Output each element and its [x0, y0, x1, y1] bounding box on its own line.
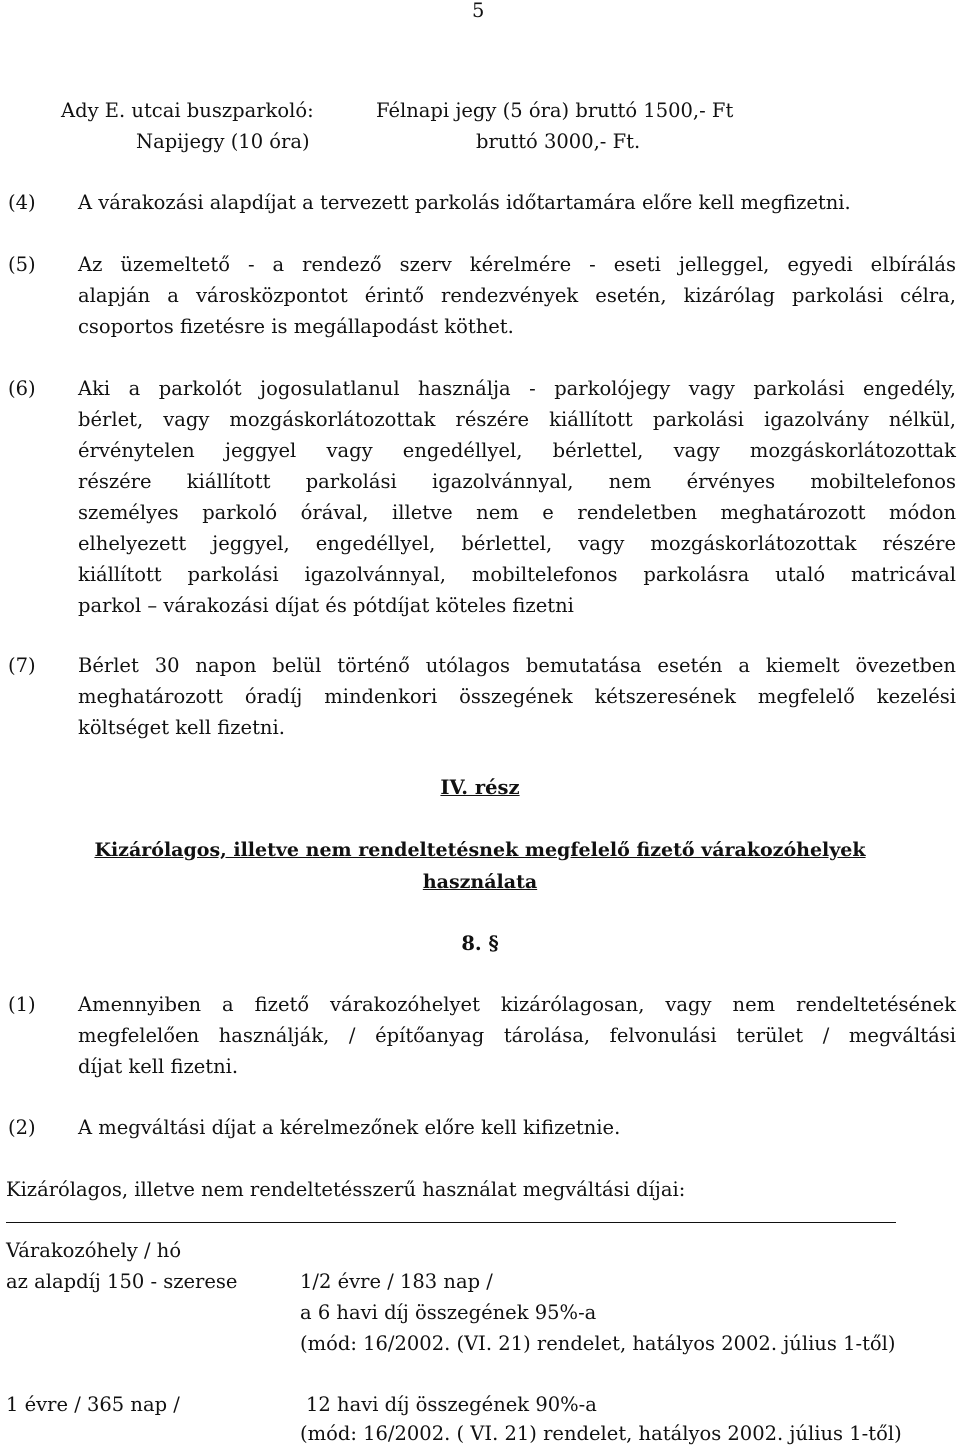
paragraph-line: részére kiállított parkolási igazolvánnyal, nem érvényes mobiltelefonos	[78, 470, 956, 493]
section-heading-line: használata	[422, 871, 538, 893]
fees-row1-line: (mód: 16/2002. (VI. 21) rendelet, hatályos 2002. július 1-től)	[300, 1332, 896, 1355]
section-number-text: 8. §	[461, 932, 499, 955]
paragraph-line: díjat kell fizetni.	[78, 1055, 239, 1078]
paragraph-line: meghatározott óradíj mindenkori összegének kétszeresének megfelelő kezelési	[78, 685, 956, 708]
price-day-label: Napijegy (10 óra)	[136, 130, 310, 153]
paragraph-line: Bérlet 30 napon belül történő utólagos bemutatása esetén a kiemelt övezetben	[78, 654, 956, 677]
section-heading-line: Kizárólagos, illetve nem rendeltetésnek megfelelő fizető várakozóhelyek	[94, 839, 866, 861]
paragraph-line: személyes parkoló órával, illetve nem e rendeletben meghatározott módon	[78, 501, 956, 524]
paragraph-4	[8, 187, 956, 218]
paragraph-line: Amennyiben a fizető várakozóhelyet kizárólagosan, vagy nem rendeltetésének	[78, 993, 956, 1016]
paragraph-line: megfelelően használják, / építőanyag tárolása, felvonulási terület / megváltási	[78, 1024, 956, 1047]
paragraph-line: költséget kell fizetni.	[78, 716, 285, 739]
paragraph-line: A várakozási alapdíjat a tervezett parkolás időtartamára előre kell megfizetni.	[78, 191, 851, 214]
fees-row2-line: (mód: 16/2002. ( VI. 21) rendelet, hatályos 2002. július 1-től)	[300, 1422, 902, 1445]
fees-row1-line: 1/2 évre / 183 nap /	[300, 1270, 493, 1293]
paragraph-7	[8, 650, 956, 743]
part-title	[0, 772, 960, 804]
paragraph-line: érvénytelen jeggyel vagy engedéllyel, bérlettel, vagy mozgáskorlátozottak	[78, 439, 956, 462]
paragraph-number: (6)	[8, 377, 36, 400]
fees-heading: Kizárólagos, illetve nem rendeltetésszerű használat megváltási díjai:	[6, 1178, 686, 1201]
paragraph-line: elhelyezett jeggyel, engedéllyel, bérlettel, vagy mozgáskorlátozottak részére	[78, 532, 956, 555]
fees-row2-left: 1 évre / 365 nap /	[6, 1393, 180, 1416]
horizontal-rule	[6, 1222, 896, 1223]
paragraph-8-2	[8, 1112, 956, 1143]
paragraph-6	[8, 373, 956, 621]
paragraph-number: (4)	[8, 191, 36, 214]
paragraph-line: Aki a parkolót jogosulatlanul használja - parkolójegy vagy parkolási engedély,	[78, 377, 956, 400]
page-number: 5	[472, 0, 485, 22]
paragraph-number: (5)	[8, 253, 36, 276]
paragraph-line: kiállított parkolási igazolvánnyal, mobiltelefonos parkolásra utaló matricával	[78, 563, 956, 586]
price-day-value: bruttó 3000,- Ft.	[476, 130, 641, 153]
paragraph-line: parkol – várakozási díjat és pótdíjat köteles fizetni	[78, 594, 574, 617]
price-half-day: Félnapi jegy (5 óra) bruttó 1500,- Ft	[376, 99, 734, 122]
paragraph-number: (7)	[8, 654, 36, 677]
fees-row1-line: a 6 havi díj összegének 95%-a	[300, 1301, 597, 1324]
paragraph-5	[8, 249, 956, 342]
section-heading	[0, 834, 960, 898]
part-title-text: IV. rész	[440, 776, 520, 799]
paragraph-line: csoportos fizetésre is megállapodást köthet.	[78, 315, 514, 338]
section-number	[0, 928, 960, 960]
paragraph-number: (1)	[8, 993, 36, 1016]
paragraph-line: Az üzemeltető - a rendező szerv kérelmére - eseti jelleggel, egyedi elbírálás	[78, 253, 956, 276]
paragraph-line: A megváltási díjat a kérelmezőnek előre kell kifizetnie.	[78, 1116, 621, 1139]
paragraph-number: (2)	[8, 1116, 36, 1139]
fees-row1-left: az alapdíj 150 - szerese	[6, 1270, 238, 1293]
fees-unit: Várakozóhely / hó	[6, 1239, 182, 1262]
fees-row2-line: 12 havi díj összegének 90%-a	[306, 1393, 597, 1416]
paragraph-line: alapján a városközpontot érintő rendezvények esetén, kizárólag parkolási célra,	[78, 284, 956, 307]
price-location: Ady E. utcai buszparkoló:	[61, 99, 314, 122]
paragraph-line: bérlet, vagy mozgáskorlátozottak részére kiállított parkolási igazolvány nélkül,	[78, 408, 956, 431]
paragraph-8-1	[8, 989, 956, 1082]
